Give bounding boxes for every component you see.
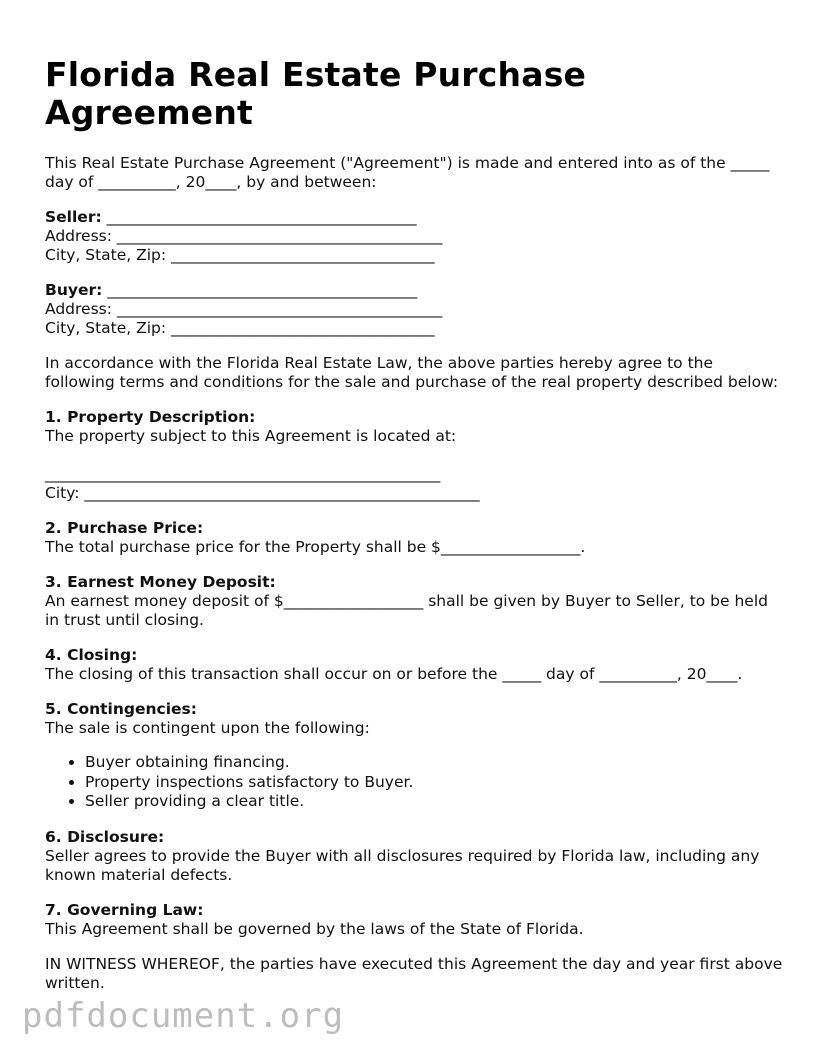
section-heading: 1. Property Description: (45, 408, 256, 426)
intro-paragraph: This Real Estate Purchase Agreement ("Agreement") is made and entered into as of the _____ day of __________, 20____, by and between: (45, 154, 770, 191)
section-text: The total purchase price for the Property shall be $__________________. (45, 538, 586, 556)
section-heading: 2. Purchase Price: (45, 519, 204, 537)
document-page (45, 56, 785, 993)
section-text: This Agreement shall be governed by the laws of the State of Florida. (45, 919, 584, 938)
section-text: The property subject to this Agreement is located at: (45, 427, 457, 445)
seller-line (45, 208, 785, 227)
witness-paragraph: IN WITNESS WHEREOF, the parties have executed this Agreement the day and year first above written. (45, 954, 783, 992)
section-heading: 7. Governing Law: (45, 900, 204, 919)
buyer-city-state-zip: City, State, Zip: __________________________________ (45, 319, 435, 337)
seller-name-blank: ________________________________________ (101, 208, 417, 226)
seller-block (45, 208, 785, 265)
seller-address: Address: __________________________________________ (45, 227, 443, 245)
section-closing (45, 646, 785, 684)
list-item: • Property inspections satisfactory to Buyer. (85, 773, 785, 793)
spacer (45, 446, 785, 465)
seller-label: Seller: (45, 208, 102, 226)
section-contingencies (45, 700, 785, 812)
section-heading: 6. Disclosure: (45, 827, 165, 846)
section-property-description (45, 408, 785, 503)
preamble-paragraph: In accordance with the Florida Real Estate Law, the above parties hereby agree to the following terms and conditions for the sale and purchase of the real property described below: (45, 354, 779, 391)
section-heading: 4. Closing: (45, 646, 138, 664)
section-earnest-money (45, 573, 785, 630)
watermark: pdfdocument.org (22, 996, 345, 1036)
section-disclosure (45, 828, 785, 885)
list-item: • Seller providing a clear title. (85, 792, 785, 812)
document-title: Florida Real Estate Purchase Agreement (45, 55, 587, 132)
section-text: The closing of this transaction shall occur on or before the _____ day of __________, 20____. (45, 665, 743, 683)
seller-city-state-zip: City, State, Zip: __________________________________ (45, 246, 435, 264)
buyer-line (45, 281, 785, 300)
property-address-blank: ___________________________________________________ (45, 465, 441, 483)
section-heading: 3. Earnest Money Deposit: (45, 573, 276, 591)
list-item: • Buyer obtaining financing. (85, 753, 785, 773)
contingency-list (45, 753, 785, 812)
section-governing-law (45, 901, 785, 939)
buyer-address: Address: __________________________________________ (45, 300, 443, 318)
buyer-label: Buyer: (45, 281, 103, 299)
buyer-name-blank: ________________________________________ (102, 281, 418, 299)
section-text: Seller agrees to provide the Buyer with all disclosures required by Florida law, including any known material defects. (45, 846, 760, 884)
section-heading: 5. Contingencies: (45, 700, 197, 718)
section-text: An earnest money deposit of $__________________ shall be given by Buyer to Seller, to be held in trust until closing. (45, 592, 768, 629)
section-purchase-price (45, 519, 785, 557)
buyer-block (45, 281, 785, 338)
property-city: City: ___________________________________________________ (45, 484, 480, 502)
section-text: The sale is contingent upon the following: (45, 719, 370, 737)
